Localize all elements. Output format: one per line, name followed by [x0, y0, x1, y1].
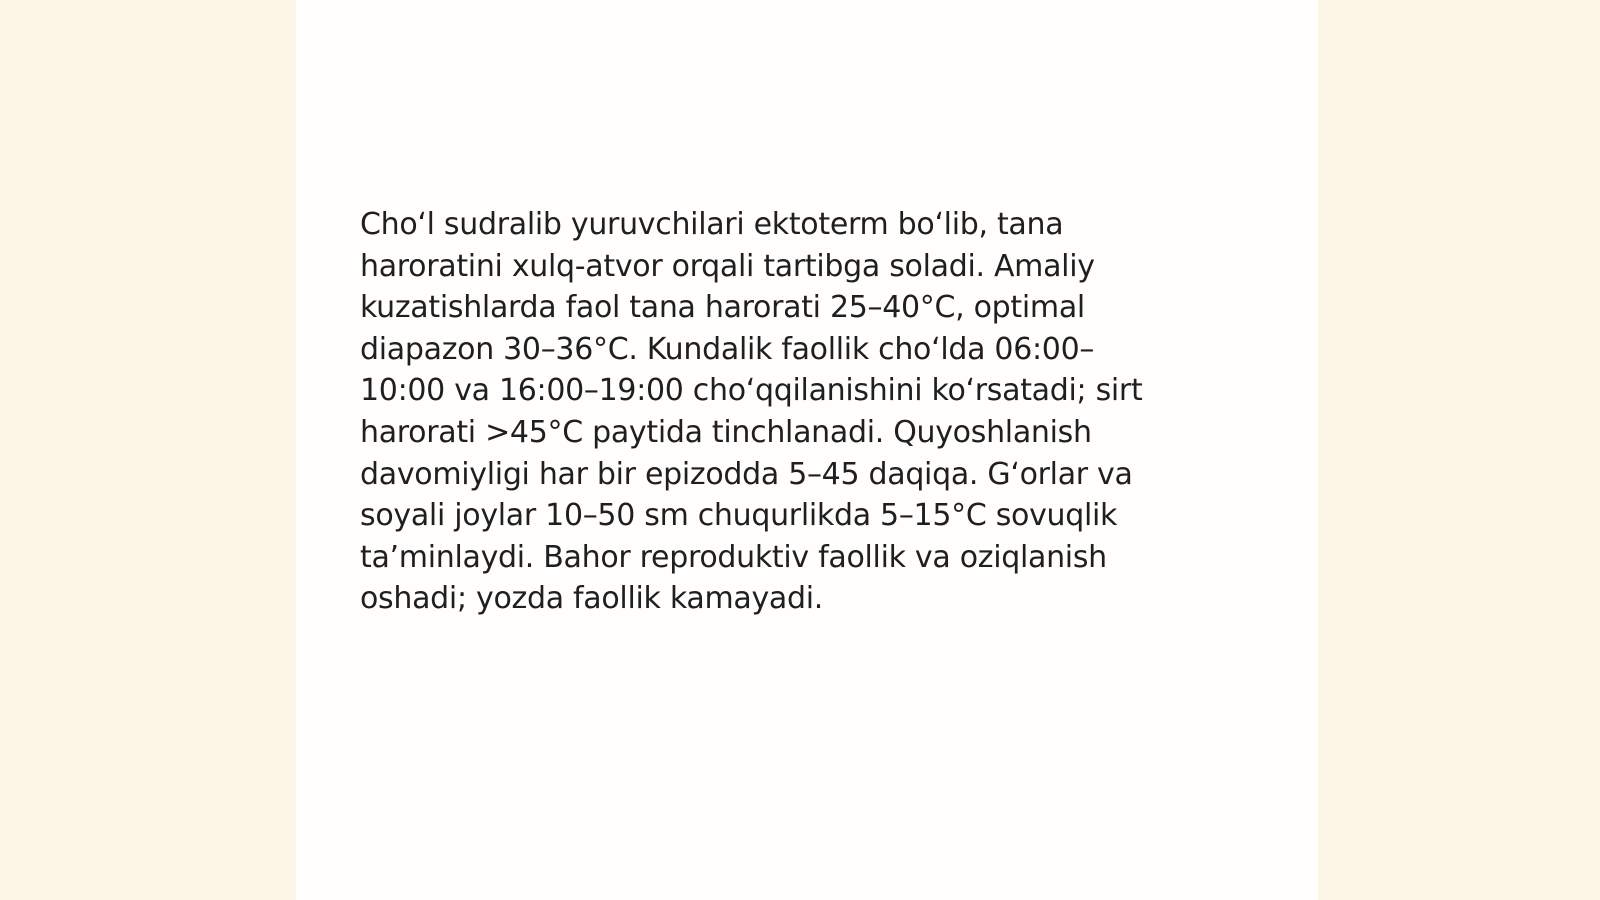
paragraph-line: harorati >45°C paytida tinchlanadi. Quyoshlanish — [360, 414, 1092, 450]
paragraph-line: haroratini xulq-atvor orqali tartibga soladi. Amaliy — [360, 248, 1095, 284]
paragraph-line: Cho‘l sudralib yuruvchilari ektoterm bo‘lib, tana — [360, 207, 1064, 242]
paragraph-line: oshadi; yozda faollik kamayadi. — [360, 581, 824, 617]
paragraph-line: 10:00 va 16:00–19:00 cho‘qqilanishini ko‘rsatadi; sirt — [360, 373, 1143, 409]
paragraph-line: soyali joylar 10–50 sm chuqurlikda 5–15°C sovuqlik — [360, 498, 1118, 534]
paragraph-line: ta’minlaydi. Bahor reproduktiv faollik va oziqlanish — [360, 539, 1107, 575]
paragraph-line: diapazon 30–36°C. Kundalik faollik cho‘lda 06:00– — [360, 331, 1095, 367]
paragraph-line: kuzatishlarda faol tana harorati 25–40°C, optimal — [360, 290, 1085, 326]
paragraph-line: davomiyligi har bir epizodda 5–45 daqiqa. G‘orlar va — [360, 456, 1133, 492]
document-page — [296, 0, 1318, 900]
body-paragraph — [360, 204, 1240, 620]
